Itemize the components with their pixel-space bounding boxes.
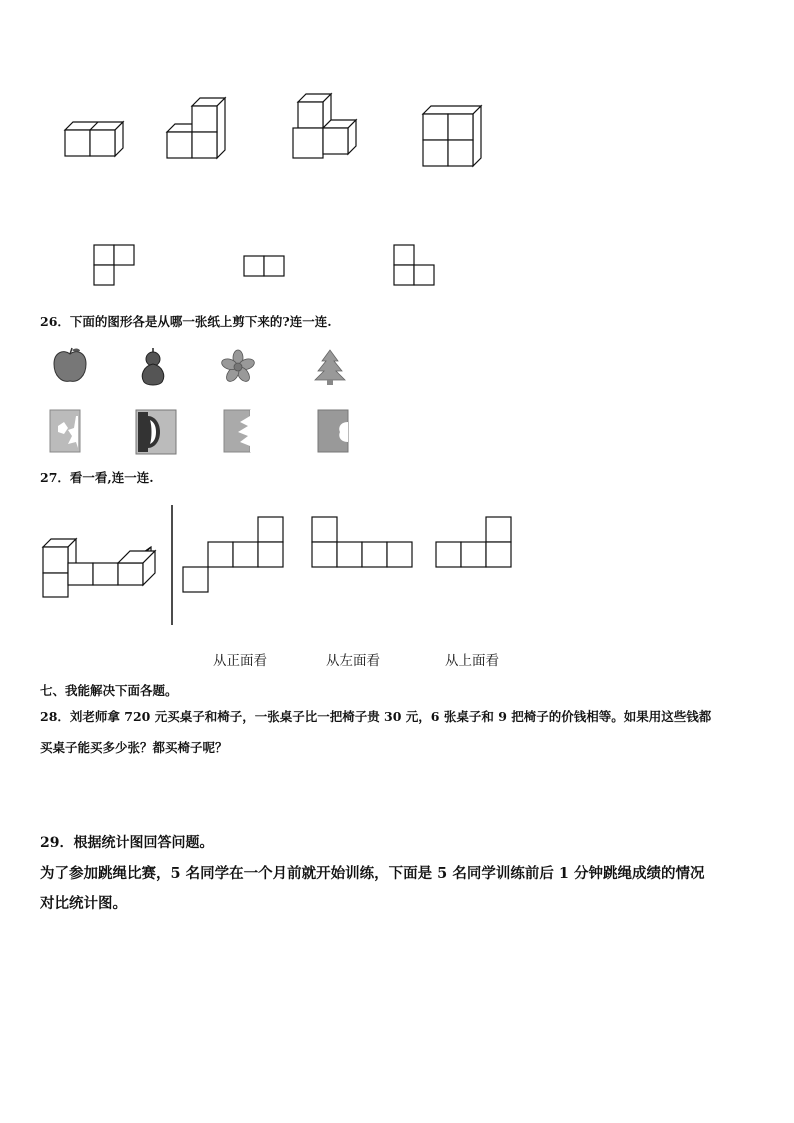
paper-sheet-d <box>316 408 352 454</box>
cube-solid-4 <box>418 104 488 174</box>
view-grid-2 <box>311 516 415 571</box>
apple-shape-icon <box>50 346 90 386</box>
flower-shape-icon <box>220 349 256 385</box>
question-27-title: 27．看一看,连一连. <box>40 470 154 485</box>
view-label-top: 从上面看 <box>445 653 499 669</box>
paper-sheet-c <box>222 408 256 454</box>
paper-sheet-a <box>48 408 82 454</box>
view-grid-3 <box>435 516 515 571</box>
cube-solid-q27 <box>38 537 158 599</box>
divider-line <box>170 505 174 627</box>
view-shape-3 <box>393 244 438 289</box>
view-shape-1 <box>93 244 138 289</box>
view-label-left: 从左面看 <box>326 653 380 669</box>
question-29-line-2: 对比统计图。 <box>40 895 127 912</box>
cube-solid-3 <box>288 92 368 167</box>
question-26-title: 26．下面的图形各是从哪一张纸上剪下来的?连一连. <box>40 314 332 329</box>
paper-sheet-b <box>134 408 178 456</box>
view-shape-2 <box>243 255 288 280</box>
question-29-line-1: 为了参加跳绳比赛，5 名同学在一个月前就开始训练，下面是 5 名同学训练前后 1 分钟跳绳成绩的情况 <box>40 865 705 882</box>
gourd-shape-icon <box>138 346 168 388</box>
tree-shape-icon <box>312 348 348 386</box>
section-7-title: 七、我能解决下面各题。 <box>40 683 178 698</box>
question-28-line-1: 28．刘老师拿 720 元买桌子和椅子，一张桌子比一把椅子贵 30 元，6 张桌子和 9 把椅子的价钱相等。如果用这些钱都 <box>40 709 712 724</box>
question-28-line-2: 买桌子能买多少张？都买椅子呢？ <box>40 740 228 755</box>
view-label-front: 从正面看 <box>213 653 267 669</box>
cube-solid-1 <box>60 112 130 162</box>
view-grid-1 <box>182 516 286 596</box>
question-29-title: 29．根据统计图回答问题。 <box>40 835 214 851</box>
cube-solid-2 <box>162 96 232 166</box>
